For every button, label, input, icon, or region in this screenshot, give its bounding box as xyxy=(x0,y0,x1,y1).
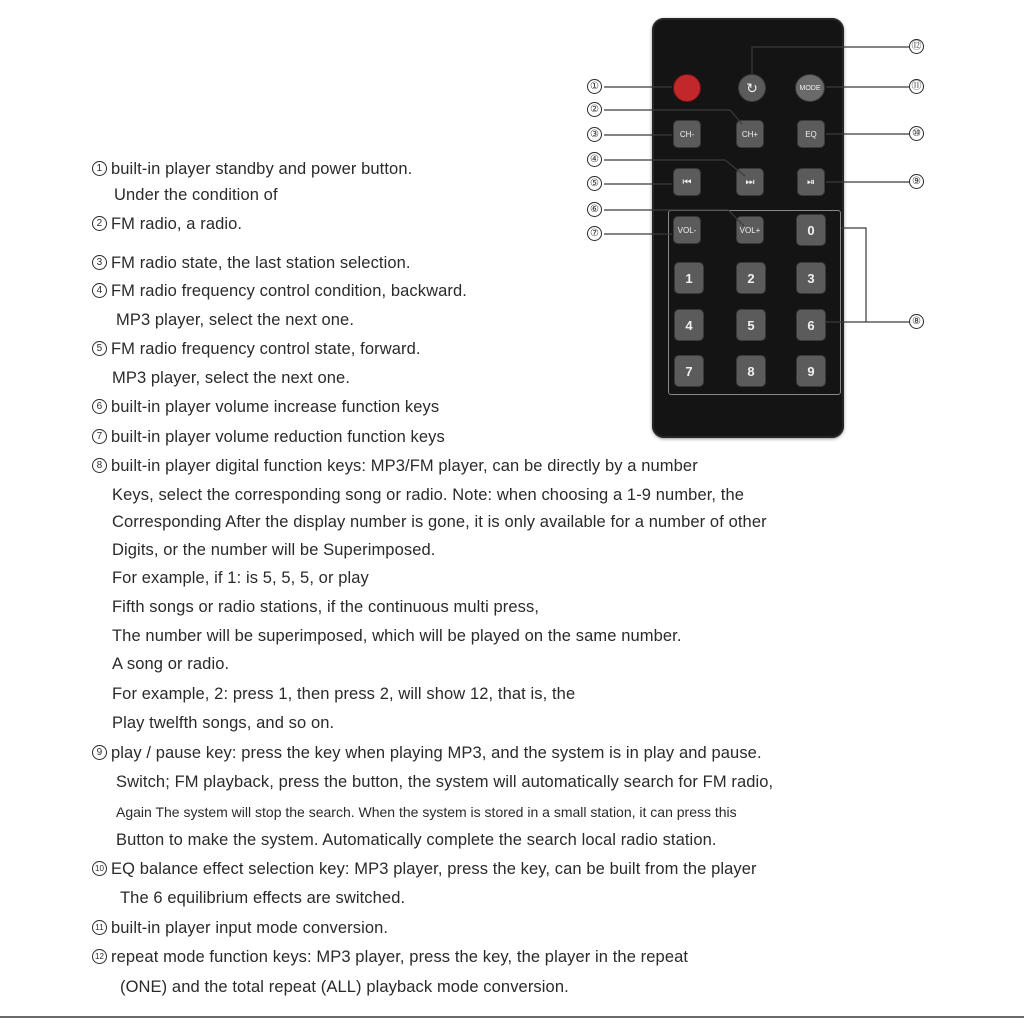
item-9 xyxy=(92,743,762,763)
digit-5-button[interactable]: 5 xyxy=(736,309,766,341)
item-10-continuation: The 6 equilibrium effects are switched. xyxy=(120,889,406,907)
item-number: 11 xyxy=(92,920,107,935)
eq-button[interactable]: EQ xyxy=(797,120,825,148)
digit-4-button[interactable]: 4 xyxy=(674,309,704,341)
item-number: 6 xyxy=(92,399,107,414)
item-9-line-3: Button to make the system. Automatically complete the search local radio station. xyxy=(116,831,717,849)
item-8 xyxy=(92,456,698,476)
mode-button[interactable]: MODE xyxy=(795,74,825,102)
item-number: 2 xyxy=(92,216,107,231)
item-5 xyxy=(92,339,421,359)
item-12-continuation: (ONE) and the total repeat (ALL) playback mode conversion. xyxy=(120,978,569,996)
callout-4: ④ xyxy=(587,152,602,167)
item-text: built-in player standby and power button. xyxy=(111,160,413,178)
callout-2: ② xyxy=(587,102,602,117)
item-number: 3 xyxy=(92,255,107,270)
play-pause-icon: ⏯ xyxy=(807,176,815,188)
callout-5: ⑤ xyxy=(587,176,602,191)
item-number: 10 xyxy=(92,861,107,876)
item-text: EQ balance effect selection key: MP3 player, press the key, can be built from the player xyxy=(111,860,757,878)
item-8-line-3: Digits, or the number will be Superimposed. xyxy=(112,541,436,559)
callout-7: ⑦ xyxy=(587,226,602,241)
item-7 xyxy=(92,427,445,447)
item-text: built-in player digital function keys: MP3/FM player, can be directly by a number xyxy=(111,457,698,475)
digit-6-button[interactable]: 6 xyxy=(796,309,826,341)
digit-7-button[interactable]: 7 xyxy=(674,355,704,387)
item-text: FM radio frequency control condition, backward. xyxy=(111,282,467,300)
callout-6: ⑥ xyxy=(587,202,602,217)
item-8-line-5: Fifth songs or radio stations, if the continuous multi press, xyxy=(112,598,540,616)
item-8-line-1: Keys, select the corresponding song or radio. Note: when choosing a 1-9 number, the xyxy=(112,486,745,504)
item-4-continuation: MP3 player, select the next one. xyxy=(116,311,355,329)
callout-3: ③ xyxy=(587,127,602,142)
callout-12: ⑫ xyxy=(909,39,924,54)
item-1-continuation: Under the condition of xyxy=(114,186,278,204)
item-8-line-4: For example, if 1: is 5, 5, 5, or play xyxy=(112,569,369,587)
digit-2-button[interactable]: 2 xyxy=(736,262,766,294)
item-number: 7 xyxy=(92,429,107,444)
digit-9-button[interactable]: 9 xyxy=(796,355,826,387)
vol-plus-button[interactable]: VOL+ xyxy=(736,216,764,244)
item-number: 4 xyxy=(92,283,107,298)
item-8-line-6: The number will be superimposed, which will be played on the same number. xyxy=(112,627,682,645)
item-8-line-9: Play twelfth songs, and so on. xyxy=(112,714,335,732)
digit-1-button[interactable]: 1 xyxy=(674,262,704,294)
item-text: repeat mode function keys: MP3 player, press the key, the player in the repeat xyxy=(111,948,689,966)
item-text: FM radio, a radio. xyxy=(111,215,243,233)
callout-1: ① xyxy=(587,79,602,94)
next-track-icon: ⏭ xyxy=(745,176,755,188)
previous-track-icon: ⏮ xyxy=(682,176,692,188)
item-12 xyxy=(92,947,688,967)
vol-minus-button[interactable]: VOL- xyxy=(673,216,701,244)
item-number: 12 xyxy=(92,949,107,964)
item-number: 1 xyxy=(92,161,107,176)
item-text: play / pause key: press the key when playing MP3, and the system is in play and pause. xyxy=(111,744,762,762)
item-10 xyxy=(92,859,757,879)
item-9-line-2: Again The system will stop the search. When the system is stored in a small station, it can press this xyxy=(116,804,737,820)
item-text: built-in player volume reduction function keys xyxy=(111,428,445,446)
item-3 xyxy=(92,253,411,273)
item-1 xyxy=(92,159,412,179)
ch-plus-button[interactable]: CH+ xyxy=(736,120,764,148)
callout-9: ⑨ xyxy=(909,174,924,189)
item-9-line-1: Switch; FM playback, press the button, the system will automatically search for FM radio, xyxy=(116,773,774,791)
ch-minus-button[interactable]: CH- xyxy=(673,120,701,148)
item-2 xyxy=(92,214,242,234)
item-text: built-in player input mode conversion. xyxy=(111,919,389,937)
repeat-icon: ↻ xyxy=(746,79,758,96)
item-8-line-7: A song or radio. xyxy=(112,655,230,673)
item-text: FM radio state, the last station selection. xyxy=(111,254,411,272)
callout-8: ⑧ xyxy=(909,314,924,329)
item-4 xyxy=(92,281,467,301)
callout-11: ⑪ xyxy=(909,79,924,94)
item-text: built-in player volume increase function keys xyxy=(111,398,440,416)
item-text: FM radio frequency control state, forward. xyxy=(111,340,421,358)
item-number: 9 xyxy=(92,745,107,760)
bottom-divider xyxy=(0,1016,1024,1018)
item-8-line-2: Corresponding After the display number is gone, it is only available for a number of other xyxy=(112,513,767,531)
digit-3-button[interactable]: 3 xyxy=(796,262,826,294)
item-5-continuation: MP3 player, select the next one. xyxy=(112,369,351,387)
digit-0-button[interactable]: 0 xyxy=(796,214,826,246)
item-number: 8 xyxy=(92,458,107,473)
item-6 xyxy=(92,397,439,417)
callout-10: ⑩ xyxy=(909,126,924,141)
digit-8-button[interactable]: 8 xyxy=(736,355,766,387)
item-number: 5 xyxy=(92,341,107,356)
item-8-line-8: For example, 2: press 1, then press 2, will show 12, that is, the xyxy=(112,685,576,703)
item-11 xyxy=(92,918,388,938)
